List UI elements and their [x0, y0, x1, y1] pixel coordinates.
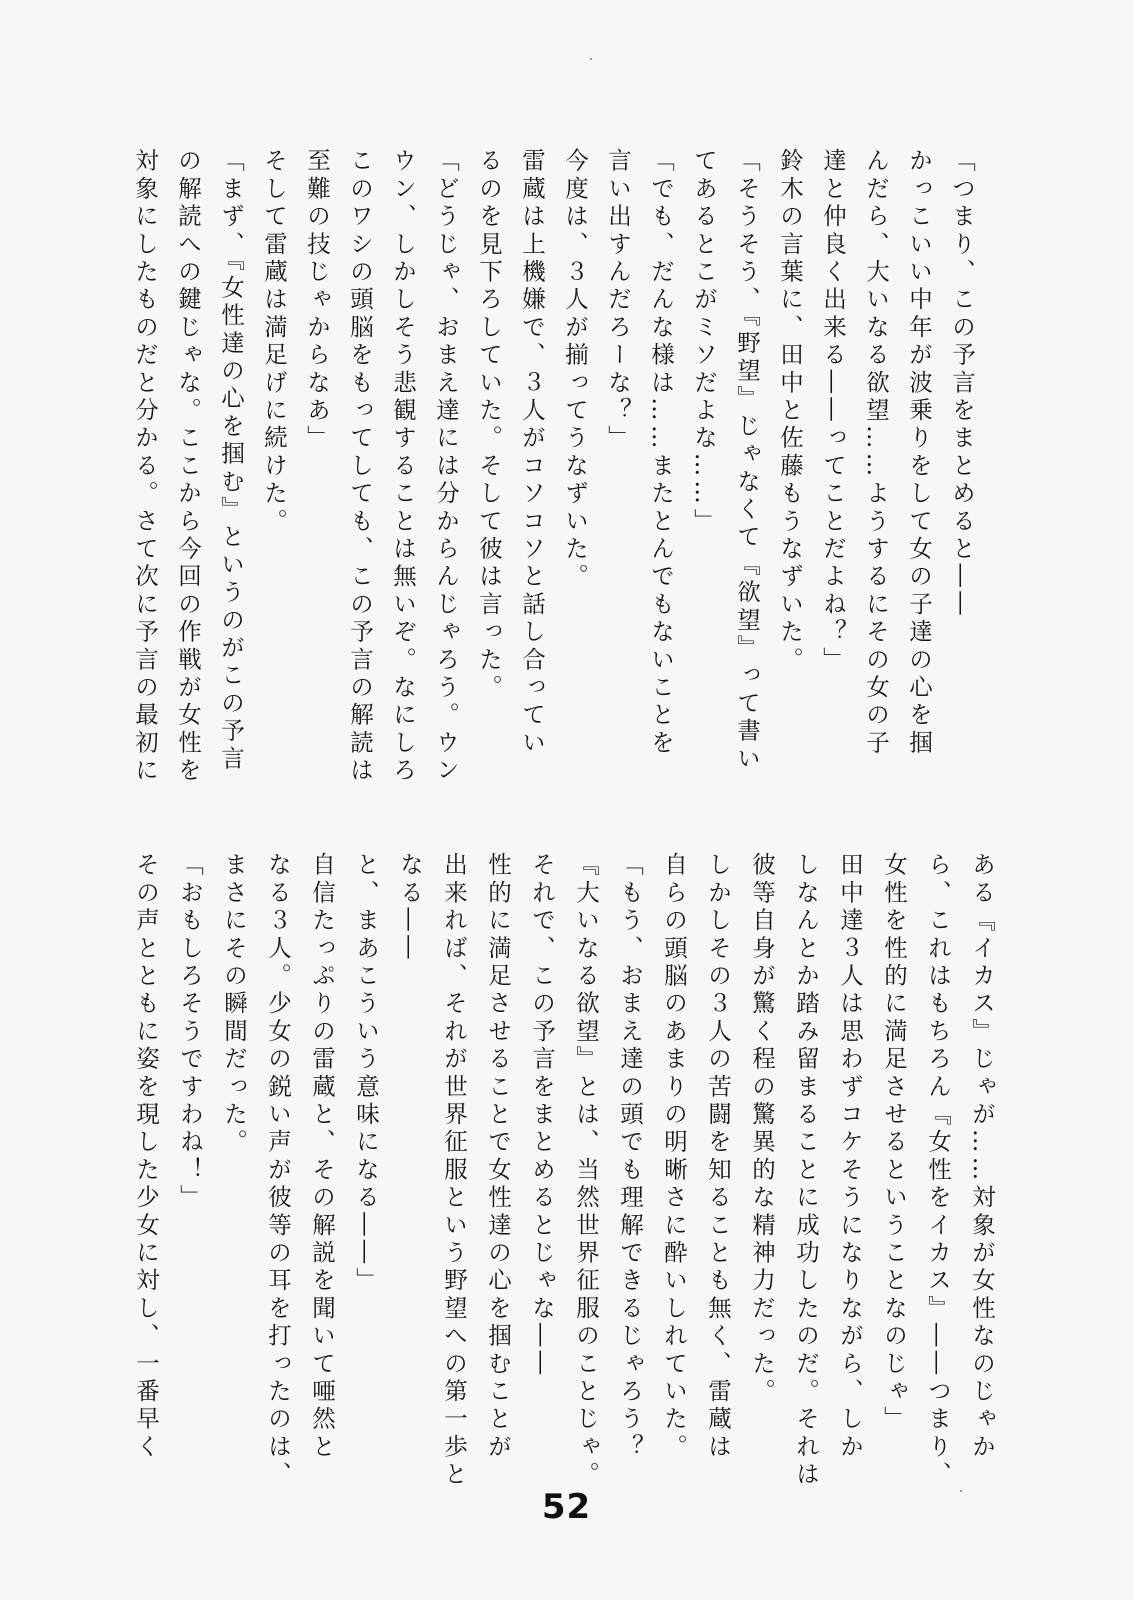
- text-column: かっこいい中年が波乗りをして女の子達の心を掴: [905, 148, 933, 758]
- text-column: 達と仲良く出来る――ってことだよね？」: [819, 148, 847, 675]
- text-column: 自らの頭脳のあまりの明晰さに酔いしれていた。: [660, 852, 688, 1462]
- text-column: 「そうそう、『野望』じゃなくて『欲望』って書い: [733, 148, 761, 774]
- text-column: 「どうじゃ、おまえ達には分からんじゃろう。ウン: [432, 148, 460, 786]
- text-column: の解読への鍵じゃな。ここから今回の作戦が女性を: [174, 148, 202, 786]
- text-column: 自信たっぷりの雷蔵と、その解説を聞いて唖然と: [308, 852, 336, 1462]
- text-column: 性的に満足させることで女性達の心を掴むことが: [484, 852, 512, 1462]
- text-column: 田中達３人は思わずコケそうになりながら、しか: [836, 852, 864, 1462]
- text-column: 至難の技じゃからなあ」: [303, 148, 331, 453]
- text-column: 『大いなる欲望』とは、当然世界征服のことじゃ。: [572, 852, 600, 1490]
- print-speck: [590, 58, 592, 60]
- text-column: 「もう、おまえ達の頭でも理解できるじゃろう？: [616, 852, 644, 1462]
- text-column: 言い出すんだろーな？」: [604, 148, 632, 453]
- text-column: と、まあこういう意味になる――」: [352, 852, 380, 1296]
- text-column: 鈴木の言葉に、田中と佐藤もうなずいた。: [776, 148, 804, 675]
- text-column: ある『イカス』じゃが……対象が女性なのじゃか: [968, 852, 996, 1462]
- text-column: 出来れば、それが世界征服という野望への第一歩と: [440, 852, 468, 1490]
- text-column: まさにその瞬間だった。: [220, 852, 248, 1157]
- text-column: ウン、しかしそう悲観することは無いぞ。なにしろ: [389, 148, 417, 786]
- text-column: なる――: [396, 852, 424, 963]
- text-column: 彼等自身が驚く程の驚異的な精神力だった。: [748, 852, 776, 1406]
- text-column: 「まず、『女性達の心を掴む』というのがこの予言: [217, 148, 245, 774]
- lower-text-tier: [113, 852, 996, 1492]
- text-column: それで、この予言をまとめるとじゃな――: [528, 852, 556, 1379]
- text-column: しかしその３人の苦闘を知ることも無く、雷蔵は: [704, 852, 732, 1462]
- text-column: その声とともに姿を現した少女に対し、一番早く: [132, 852, 160, 1462]
- text-column: そして雷蔵は満足げに続けた。: [260, 148, 288, 536]
- text-column: 女性を性的に満足させるということなのじゃ」: [880, 852, 908, 1434]
- text-column: 雷蔵は上機嫌で、３人がコソコソと話し合ってい: [518, 148, 546, 758]
- text-column: しなんとか踏み留まることに成功したのだ。それは: [792, 852, 820, 1490]
- text-column: なる３人。少女の鋭い声が彼等の耳を打ったのは、: [264, 852, 292, 1490]
- text-column: 「つまり、この予言をまとめると――: [948, 148, 976, 619]
- text-column: るのを見下ろしていた。そして彼は言った。: [475, 148, 503, 702]
- text-column: 今度は、３人が揃ってうなずいた。: [561, 148, 589, 592]
- text-column: てあるとこがミソだよな……」: [690, 148, 718, 536]
- text-column: このワシの頭脳をもってしても、この予言の解読は: [346, 148, 374, 786]
- text-column: んだら、大いなる欲望……ようするにその女の子: [862, 148, 890, 758]
- text-column: 「でも、だんな様は……またとんでもないことを: [647, 148, 675, 758]
- text-column: 「おもしろそうですわね！」: [176, 852, 204, 1213]
- upper-text-tier: [113, 148, 976, 788]
- page-number: 52: [541, 1487, 592, 1527]
- text-column: 対象にしたものだと分かる。さて次に予言の最初に: [131, 148, 159, 786]
- text-column: ら、これはもちろん『女性をイカス』――つまり、: [924, 852, 952, 1490]
